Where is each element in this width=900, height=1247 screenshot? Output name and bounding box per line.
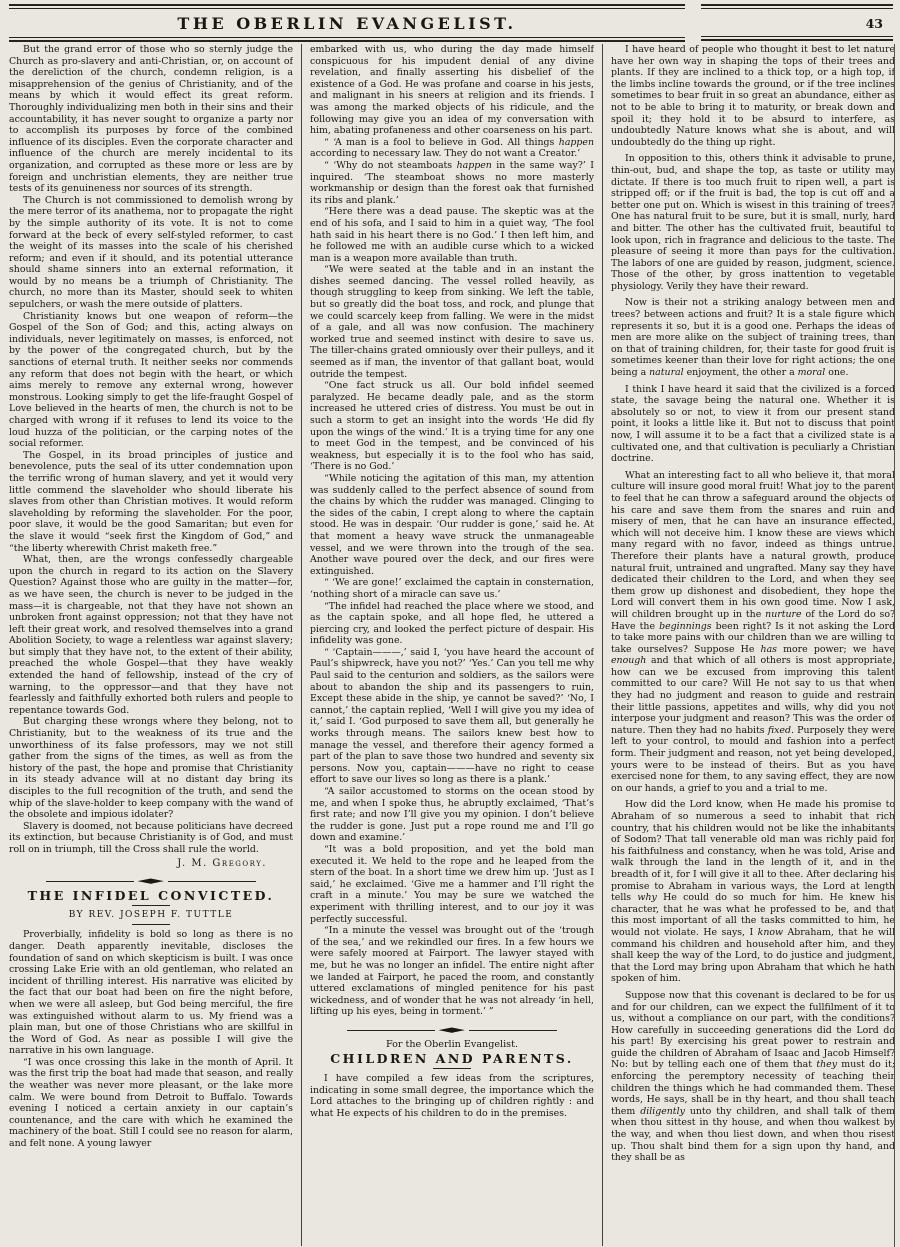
heading-rule [132,924,170,925]
masthead-bottom-rule [9,37,685,42]
divider-line [168,881,256,882]
paragraph: But the grand error of those who so sternly judge the Church as pro-slavery and anti-Christian, or, on account of the dereliction of the church, condemn religion, is a misapprehension of the genius of Christianity, and of the means by which it would effect its great reform. Thoroughly individualizing men both in their sins and their accountability, it has never sought to organize a party nor to accomplish its purposes by force of the combined influence of its disciples. Even the corporate character and influence of the church are merely incidental to its organization, and corrupted as these more or less are by foreign and unchristian elements, they are neither true tests of its genuineness nor sources of its strength. [9,44,293,195]
paragraph: “ ‘Why do not steamboats happen in the same way?’ I inquired. ‘The steamboat shows no more masterly workmanship or design than the forest oak that furnished its ribs and plank.’ [310,159,594,206]
paragraph: I think I have heard it said that the civilized is a forced state, the savage being the natural one. Whether it is absolutely so or not, to view it from our present stand point, it looks a little like it. But not to discuss that point now, I will assume it to be a fact that a civilized state is a cultivated one, and that cultivation is peculiarly a Christian doctrine. [611,383,895,465]
masthead-block [9,4,685,42]
section-divider-ornament [347,1027,557,1034]
paragraph: “While noticing the agitation of this man, my attention was suddenly called to the perfect absence of sound from the chains by which the rudder was managed. Clinging to the sides of the cabin, I crept along to where the captain stood. He was in despair. ‘Our rudder is gone,’ said he. At that moment a heavy wave struck the unmanageable vessel, and we were thrown into the trough of the sea. Another wave poured over the deck, and our fires were extinguished. [310,472,594,577]
paragraph: How did the Lord know, when He made his promise to Abraham of so numerous a seed to inhabit that rich country, that his children would not be like the inhabitants of Sodom? That tall venerable old man was richly paid for his faithfulness and constancy, when he was told, Arise and walk through the land in the length of it, and in the breadth of it, for I will give it all to thee. After declaring his promise to Abraham in various ways, the Lord at length tells why He could do so much for him. He knew his character, that he was what he professed to be, and that this most important of all the tasks committed to him, he would not violate. He says, I know Abraham, that he will command his children and household after him, and they shall keep the way of the Lord, to do justice and judgment, that the Lord may bring upon Abraham that which he hath spoken of him. [611,799,895,985]
paragraph: embarked with us, who during the day made himself conspicuous for his impudent denial of any divine revelation, and finally asserting his disbelief of the existence of a God. He was profane and coarse in his jests, and malignant in his sneers at religion and its friends. I was among the marked objects of his ridicule, and the following may give you an idea of my conversation with him, abating profaneness and other coarseness on his part. [310,44,594,137]
section-divider-ornament [46,878,256,885]
page-number: 43 [865,16,883,31]
article-dateline: For the Oberlin Evangelist. [385,1038,519,1050]
paragraph: “We were seated at the table and in an instant the dishes seemed dancing. The vessel rolled heavily, as though struggling to keep from sinking. We left the table, but so greatly did the boat toss, and rock, and plunge that we could scarcely keep from falling. We were in the midst of a gale, and all was now confusion. The machinery worked true and seemed instinct with desire to save us. The tiller-chains grated omniously over their pulleys, and it seemed as if man, the inventor of that gallant boat, would outride the tempest. [310,264,594,380]
paragraph: Christianity knows but one weapon of reform—the Gospel of the Son of God; and this, acting always on individuals, never legitimately on masses, is enforced, not by the power of the congregated church, but by the sanctions of eternal truth. It neither seeks nor commends any reform that does not begin with the heart, or which aims merely to remove any external wrong, however monstrous. Looking simply to get the life-fraught Gospel of Love believed in the hearts of men, the church is not to be charged with wrong if it refuses to lend its voice to the loud huzza of the politician, or the carping notes of the social reformer. [9,310,293,450]
folio-block [701,4,893,42]
folio-bottom-rule [701,36,893,41]
paragraph: But charging these wrongs where they belong, not to Christianity, but to the weakness of its true and the unworthiness of its false professors, may we not still gather from the signs of the times, as well as from the history of the past, the hope and promise that Christianity in its steady advance will at no distant day bring its disciples to the full recognition of the truth, and send the whip of the slave-holder to keep company with the wand of the obsolete and impious idolater? [9,716,293,821]
paragraph: Proverbially, infidelity is bold so long as there is no danger. Death apparently inevitable, discloses the foundation of sand on which skepticism is built. I was once crossing Lake Erie with an old gentleman, who related an incident of thrilling interest. His narrative was elicited by the fact that our boat had been on fire the night before, when we were all asleep, but God being merciful, the fire was extinguished without alarm to us. My friend was a plain man, but one of those Christians who are skillful in the Word of God. As near as possible I will give the narrative in his own language. [9,929,293,1057]
newspaper-title: THE OBERLIN EVANGELIST. [177,14,517,33]
article-byline: BY REV. JOSEPH F. TUTTLE [68,909,234,920]
article-heading: CHILDREN AND PARENTS. [330,1051,574,1067]
paragraph: In opposition to this, others think it advisable to prune, thin-out, bud, and shape the top, as taste or utility may dictate. If there is too much fruit to ripen well, a part is stripped off; or if the fruit is bad, the top is cut off and a better one put on. Which is wisest in this training of trees? One has natural fruit to be sure, but it is small, nurly, hard and bitter. The other has the cultivated fruit, beautiful to look upon, rich in fragrance and delicious to the taste. The pleasure of seeing it more than pays for the cultivation. The labors of one are guided by reason, judgment, science. Those of the other, by gross inattention to vegetable physiology. Verily they have their reward. [611,153,895,292]
column-3 [602,44,895,1246]
paragraph: I have heard of people who thought it best to let nature have her own way in shaping the tops of their trees and plants. If they are inclined to a thick top, or a high top, if the limbs incline towards the ground, or if the tree inclines sometimes to bear fruit in so great an abundance, either as not to be able to bring it to maturity, or break down and spoil it; they hold it to be absurd to interfere, as undoubtedly Nature knows what she is about, and will undoubtedly do the thing up right. [611,44,895,148]
paragraph: “ ‘A man is a fool to believe in God. All things happen according to necessary law. They do not want a Creator.’ [310,136,594,160]
column-2 [301,44,594,1246]
paragraph: “Here there was a dead pause. The skeptic was at the end of his sofa, and I said to him in a quiet way, ‘The fool hath said in his heart there is no God.’ I then left him, and he followed me with an audible curse which to a wicked man is a weapon more available than truth. [310,206,594,264]
paragraph: “A sailor accustomed to storms on the ocean stood by me, and when I spoke thus, he abruptly exclaimed, ‘That’s first rate; and now I’ll give you my opinion. I don’t believe the rudder is gone. Just put a rope round me and I’ll go down and examine.’ [310,786,594,844]
paragraph: “I was once crossing this lake in the month of April. It was the first trip the boat had made that season, and really the weather was never more pleasant, or the lake more calm. We were bound from Detroit to Buffalo. Towards evening I noticed a certain anxiety in our captain’s countenance, and the care with which he examined the machinery of the boat. Still I could see no reason for alarm, and felt none. A young lawyer [9,1056,293,1150]
paragraph: Suppose now that this covenant is declared to be for us and for our children, can we expect the fullfilment of it to us, without a compliance on our part, with the conditions? How carefully in succeeding generations did the Lord do his part! By exercising his great power to restrain and guide the children of Abraham of Isaac and Jacob Himself? No: but by telling each one of them that they must do it; enforcing the peremptory necessity of teaching their children the things which he had commanded them. These words, He says, shall be in thy heart, and thou shall teach them diligently unto thy children, and shall talk of them when thou sittest in thy house, and when thou walkest by the way, and when thou liest down, and when thou risest up. Thou shalt bind them for a sign upon thy hand, and they shall be as [611,989,895,1164]
paragraph: “In a minute the vessel was brought out of the ‘trough of the sea,’ and we rekindled our fires. In a few hours we were safely moored at Fairport. The lawyer stayed with me, but he was no longer an infidel. The entire night after we landed at Fairport, he paced the room, and constantly uttered exclamations of mingled penitence for his past wickedness, and of wonder that he was not already ‘in hell, lifting up his eyes, being in torment.’ ” [310,925,594,1018]
paragraph: Now is their not a striking analogy between men and trees? between actions and fruit? It is a stale figure which represents it so, but it is a good one. Perhaps the ideas of men are more alike on the subject of training trees, than on that of training children, for, their taste for good fruit is sometimes keener than their love for right actions; the one being a natural enjoyment, the other a moral one. [611,297,895,379]
divider-line [46,881,134,882]
paragraph: What, then, are the wrongs confessedly chargeable upon the church in regard to its action on the Slavery Question? Against those who are guilty in the matter—for, as we have seen, the church is never to be judged in the mass—it is chargeable, not that they have not shown an unbroken front against oppression; not that they have not left their great work, and resolved themselves into a grand Abolition Society, to wage a relentless war against slavery; but simply that they have not, to the extent of their ability, preached the whole Gospel—that they have weakly extended the hand of fellowship, instead of the cry of warning, to the oppressor—and that they have not fearlessly and faithfully exhorted both rulers and people to repentance towards God. [9,554,293,716]
paragraph: The Gospel, in its broad principles of justice and benevolence, puts the seal of its utter condemnation upon the terrific wrong of human slavery, and yet it would very little commend the slaveholder who should liberate his slaves from other than Christian motives. It would reform slaveholding by reforming the slaveholder. For the poor, poor slave, it would be the good Samaritan; but even for the slave it would “seek first the Kingdom of God,” and “the liberty wherewith Christ maketh free.” [9,449,293,554]
paragraph: “It was a bold proposition, and yet the bold man executed it. We held to the rope and he leaped from the stern of the boat. In a short time we drew him up. ‘Just as I said,’ he exclaimed. ‘Give me a hammer and I’ll right the craft in a minute.’ You may be sure we watched the experiment with thrilling interest, and to our joy it was perfectly successful. [310,843,594,925]
column-1 [9,44,293,1246]
page-header [0,0,900,42]
paragraph: The Church is not commissioned to demolish wrong by the mere terror of its anathema, nor to propagate the right by the simple authority of its vote. It is not to come forward at the beck of every self-styled reformer, to cast the weight of its masses into the scale of his cherished reform; and even if it should, and its potential utterance should shame sinners into an external reformation, it would by no means be a triumph of Christianity. The church, no more than its Master, should seek to whiten sepulchers, or wash the mere outside of platters. [9,194,293,311]
column-container [0,42,900,1246]
paragraph: Slavery is doomed, not because politicians have decreed its extinction, but because Christianity is of God, and must roll on in triumph, till the Cross shall rule the world. [9,820,293,855]
paragraph: “ ‘Captain———,’ said I, ‘you have heard the account of Paul’s shipwreck, have you not?’ ‘Yes.’ Can you tell me why Paul said to the centurion and soldiers, as the sailors were about to abandon the ship and its passengers to ruin, Except these abide in the ship, ye cannot be saved?’ ‘No, I cannot,’ the captain replied, ‘Well I will give you my idea of it,’ said I. ‘God purposed to save them all, but generally he works through means. The sailors knew best how to manage the vessel, and therefore their agency formed a part of the plan to save those two hundred and seventy six persons. Now you, captain———have no right to cease effort to save our lives so long as there is a plank.’ [310,646,594,786]
heading-rule [433,1068,471,1069]
paragraph: “The infidel had reached the place where we stood, and as the captain spoke, and all hope fled, he uttered a piercing cry, and looked the perfect picture of despair. His infidelity was gone. [310,600,594,647]
paragraph: “ ‘We are gone!’ exclaimed the captain in consternation, ‘nothing short of a miracle can save us.’ [310,577,594,600]
page-edge-rule [894,44,897,1247]
divider-line [469,1030,557,1031]
heading-rule [132,905,170,906]
divider-diamond-icon: ◆ [137,877,165,886]
divider-diamond-icon: ◆ [438,1025,466,1034]
author-signature: J. M. Gregory. [177,857,267,869]
article-heading: THE INFIDEL CONVICTED. [27,888,275,904]
paragraph: “One fact struck us all. Our bold infidel seemed paralyzed. He became deadly pale, and as the storm increased he uttered cries of distress. You must be out in such a storm to get an insight into the words ‘He did fly upon the wings of the wind.’ It is a trying time for any one to meet God in the tempest, and be convinced of his weakness, but especially it is to the fool who has said, ‘There is no God.’ [310,380,594,473]
paragraph: What an interesting fact to all who believe it, that moral culture will insure good moral fruit! What joy to the parent to feel that he can throw a safeguard around the objects of his care and save them from the snares and ruin and misery of men, that he can have an insurance effected, which will not deceive him. I know these are views which many regard with no favor, indeed as things untrue. Therefore their plants have a natural growth, produce natural fruit, untrained and ungrafted. Many say they have dedicated their children to the Lord, and when they see them grow up dishonest and disobedient, they hope the Lord will convert them in his own good time. Now I ask, will children brought up in the nurture of the Lord do so? Have the beginnings been right? Is it not asking the Lord to take more pains with our children than we are willing to take ourselves? Suppose He has more power; we have enough and that which of all others is most appropriate, how can we be excused from improving this talent committed to our care? Will He not say to us that when they had no judgment and reason to guide and restrain their little passions, appetites and wills, why did you not interpose your judgment and reason? This was the order of nature. Then they had no habits fixed. Purposely they were left to your control, to mould and fashion into a perfect form. Their judgment and reason, not yet being developed, yours were to be instead of theirs. But as you have exercised none for them, to any saving effect, they are now on our hands, a grief to you and a trial to me. [611,469,895,794]
paragraph: I have compiled a few ideas from the scriptures, indicating in some small degree, the importance which the Lord attaches to the bringing up of children rightly : and what He expects of his children to do in the premises. [310,1073,594,1119]
divider-line [347,1030,435,1031]
